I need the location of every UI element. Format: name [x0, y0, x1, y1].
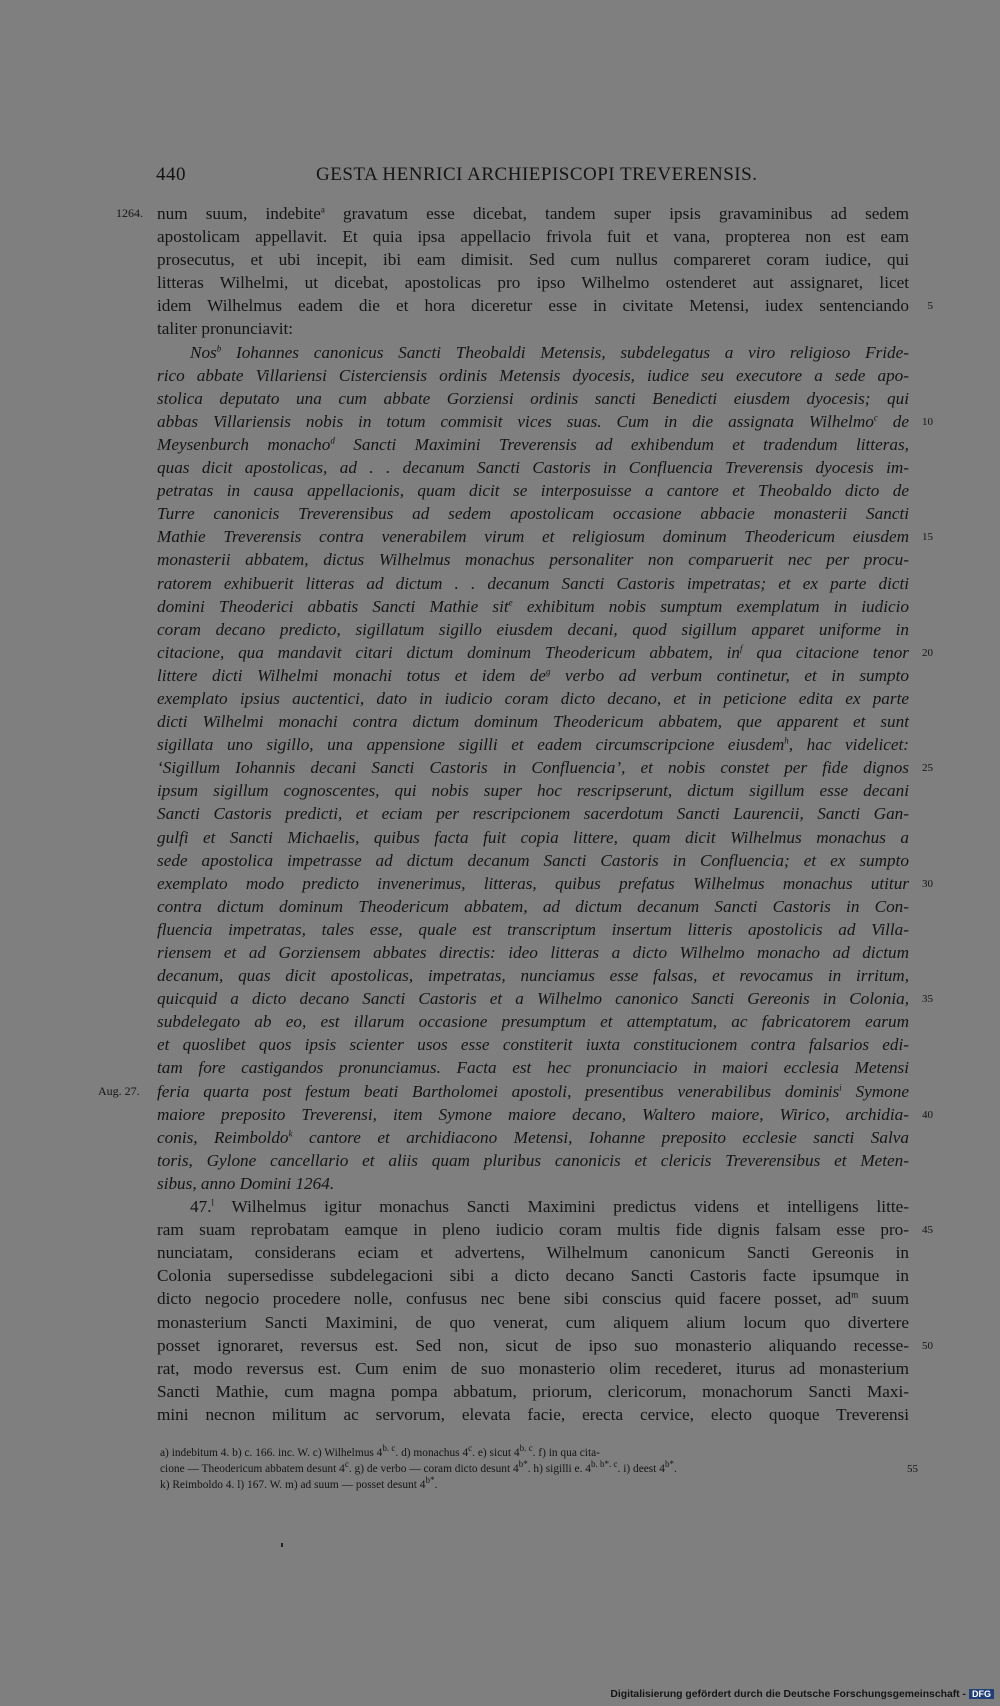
text-line — [157, 756, 933, 779]
line-number: 35 — [922, 993, 933, 1006]
line-text: stolica deputato una cum abbate Gorziensi ordinis sancti Benedicti eiusdem dyocesis; qui — [157, 388, 909, 408]
text-line — [157, 687, 909, 710]
line-number: 5 — [927, 300, 933, 313]
line-text: fluencia impetratas, tales esse, quale est transcriptum insertum litteris apostolicis ad Villa- — [157, 919, 909, 939]
line-text: ipsum sigillum cognoscentes, qui nobis super hoc rescripserunt, dictum sigillum esse decani — [157, 781, 909, 801]
line-text: Meysenburch monacho$^d$ Sancti Maximini Treverensis ad exhibendum et tradendum litteras, — [157, 434, 909, 454]
text-line — [157, 502, 909, 525]
text-line — [157, 456, 909, 479]
text-line — [157, 941, 909, 964]
text-line — [157, 1080, 909, 1103]
line-text: Mathie Treverensis contra venerabilem virum et religiosum dominum Theodericum eiusdem — [157, 527, 909, 547]
text-line — [157, 433, 909, 456]
line-text: coram decano predicto, sigillatum sigillo eiusdem decani, quod sigillum apparet uniforme in — [157, 619, 909, 639]
text-line — [157, 733, 909, 756]
line-text: sede apostolica impetrasse ad dictum decanum Sancti Castoris in Confluencia; et ex sumpto — [157, 850, 909, 870]
footnote-line: cione — Theodericum abbatem desunt 4$^c$. g) de verbo — coram dicto desunt $4^{b*}$. h) sigilli e. $4^{b. b*. c}$. i) deest $4^{b*}$. — [160, 1459, 677, 1475]
text-line — [157, 779, 909, 802]
line-number: 45 — [922, 1224, 933, 1237]
text-line — [157, 595, 909, 618]
line-text: contra dictum dominum Theodericum abbatem, ad dictum decanum Sancti Castoris in Con- — [157, 896, 909, 916]
text-line — [157, 1172, 909, 1195]
digitization-credit — [610, 1689, 994, 1700]
line-text: Nos$^b$ Iohannes canonicus Sancti Theobaldi Metensis, subdelegatus a viro religioso Fride- — [190, 342, 909, 362]
line-text: exemplato modo predicto invenerimus, litteras, quibus prefatus Wilhelmus monachus utitur — [157, 873, 909, 893]
text-line — [157, 317, 909, 340]
dfg-logo: DFG — [969, 1689, 994, 1699]
text-line — [157, 1241, 909, 1264]
line-text: tam fore castigandos pronunciamus. Facta est hec pronunciacio in maiori ecclesia Metensi — [157, 1058, 909, 1078]
line-text: decanum, quas dicit apostolicas, impetratas, nunciamus esse falsas, et revocamus in irritum, — [157, 966, 909, 986]
line-text: dicto negocio procedere nolle, confusus nec bene sibi conscius quid facere posset, $ad^m$ suum — [157, 1289, 909, 1309]
line-number: 20 — [922, 646, 933, 659]
line-text: Sancti Castoris predicti, et eciam per rescripcionem sacerdotum Sancti Laurencii, Sancti Gan- — [157, 804, 909, 824]
text-line — [157, 364, 909, 387]
line-text: sibus, anno Domini 1264. — [157, 1173, 335, 1193]
text-line — [157, 872, 933, 895]
line-text: conis, Reimboldo$^k$ cantore et archidiacono Metensi, Iohanne preposito ecclesie sancti Salva — [157, 1127, 909, 1147]
footnote-line-number: 55 — [907, 1463, 918, 1475]
line-text: maiore preposito Treverensi, item Symone maiore decano, Waltero maiore, Wirico, archidia- — [157, 1104, 909, 1124]
line-number: 40 — [922, 1108, 933, 1121]
text-line — [157, 572, 909, 595]
ink-speck — [281, 1543, 283, 1547]
margin-year: 1264. — [116, 206, 143, 220]
text-line — [157, 895, 909, 918]
text-line — [157, 548, 909, 571]
text-line — [157, 918, 909, 941]
text-line — [157, 341, 909, 364]
text-line — [157, 1218, 933, 1241]
text-line — [157, 618, 909, 641]
line-number: 15 — [922, 531, 933, 544]
text-line — [157, 525, 933, 548]
line-text: nunciatam, considerans eciam et advertens, Wilhelmum canonicum Sancti Gereonis in — [157, 1243, 909, 1263]
line-text: gulfi et Sancti Michaelis, quibus facta fuit copia littere, quam dicit Wilhelmus monachus a — [157, 827, 909, 847]
line-text: abbas Villariensis nobis in totum commisit vices suas. Cum in die assignata Wilhelmo$^c$ de — [157, 411, 909, 431]
text-line — [157, 1287, 909, 1310]
line-text: quicquid a dicto decano Sancti Castoris et a Wilhelmo canonico Sancti Gereonis in Colonia, — [157, 989, 909, 1009]
line-text: subdelegato ab eo, est illarum occasione presumptum et attemptatum, ac fabricatorem earum — [157, 1012, 909, 1032]
text-line — [157, 479, 909, 502]
text-line — [157, 271, 909, 294]
text-line — [157, 248, 909, 271]
line-text: mini necnon militum ac servorum, elevata facie, erecta cervice, electo quoque Treverensi — [157, 1404, 909, 1424]
text-line — [157, 964, 909, 987]
text-line — [157, 410, 933, 433]
text-line — [157, 1195, 909, 1218]
line-text: idem Wilhelmus eadem die et hora diceretur esse in civitate Metensi, iudex sentenciando — [157, 296, 909, 316]
line-text: petratas in causa appellacionis, quam dicit se interposuisse a cantore et Theobaldo dicto de — [157, 481, 909, 501]
line-text: monasterium Sancti Maximini, de quo venerat, cum aliquem alium locum quo divertere — [157, 1312, 909, 1332]
text-line — [157, 826, 909, 849]
main-text — [157, 202, 933, 1426]
line-text: Sancti Mathie, cum magna pompa abbatum, priorum, clericorum, monachorum Sancti Maxi- — [157, 1381, 909, 1401]
text-line — [157, 710, 909, 733]
line-text: rat, modo reversus est. Cum enim de suo monasterio olim recederet, iturus ad monasterium — [157, 1358, 909, 1378]
line-number: 30 — [922, 877, 933, 890]
line-text: rico abbate Villariensi Cisterciensis ordinis Metensis dyocesis, iudice seu executore a sede apo- — [157, 365, 909, 385]
text-line — [157, 387, 909, 410]
line-text: posset ignoraret, reversus est. Sed non, sicut de ipso suo monasterio aliquando recesse- — [157, 1335, 909, 1355]
text-line — [157, 1311, 909, 1334]
text-line — [157, 1403, 909, 1426]
margin-date: Aug. 27. — [98, 1084, 140, 1098]
line-text: Turre canonicis Treverensibus ad sedem apostolicam occasione abbacie monasterii Sancti — [157, 504, 909, 524]
text-line — [157, 1033, 909, 1056]
line-text: et quoslibet quos ipsis scienter usos esse constiterit iuxta constitucionem contra falsarios edi- — [157, 1035, 909, 1055]
line-text: ratorem exhibuerit litteras ad dictum . . decanum Sancti Castoris impetratas; et ex parte dicti — [157, 573, 909, 593]
text-line — [157, 1264, 909, 1287]
text-line — [157, 1357, 909, 1380]
text-line — [157, 802, 909, 825]
line-text: ram suam reprobatam eamque in pleno iudicio coram multis fide dignis falsam esse pro- — [157, 1220, 909, 1240]
line-text: domini Theoderici abbatis Sancti Mathie sit$^e$ exhibitum nobis sumptum exemplatum in iudicio — [157, 596, 909, 616]
text-line — [157, 1380, 909, 1403]
line-number: 50 — [922, 1339, 933, 1352]
text-line — [157, 225, 909, 248]
line-text: sigillata uno sigillo, una appensione sigilli et eadem circumscripcione eiusdem$^h$, hac videlicet: — [157, 735, 909, 755]
text-line — [157, 202, 909, 225]
running-title: GESTA HENRICI ARCHIEPISCOPI TREVERENSIS. — [316, 164, 758, 185]
line-text: littere dicti Wilhelmi monachi totus et idem $de^g$ verbo ad verbum continetur, et in sumpto — [157, 665, 909, 685]
text-line — [157, 1149, 909, 1172]
text-line — [157, 1103, 933, 1126]
text-line — [157, 1056, 909, 1079]
text-line — [157, 641, 933, 664]
text-line — [157, 294, 933, 317]
line-text: toris, Gylone cancellario et aliis quam pluribus canonicis et clericis Treverensibus et Meten- — [157, 1150, 909, 1170]
line-text: quas dicit apostolicas, ad . . decanum Sancti Castoris in Confluencia Treverensis dyocesis im- — [157, 458, 909, 478]
line-text: Colonia supersedisse subdelegacioni sibi a dicto decano Sancti Castoris facte ipsumque in — [157, 1266, 909, 1286]
page-number: 440 — [156, 164, 186, 185]
footnote-line: k) Reimboldo 4. l) 167. W. m) ad suum — posset desunt $4^{b*}$. — [160, 1475, 438, 1491]
footnotes — [160, 1445, 920, 1493]
line-text: prosecutus, et ubi incepit, ibi eam dimisit. Sed cum nullus compareret coram iudice, qui — [157, 250, 909, 270]
line-number: 25 — [922, 762, 933, 775]
line-text: exemplato ipsius auctentici, dato in iudicio coram dicto decano, et in peticione edita ex parte — [157, 688, 909, 708]
line-text: citacione, qua mandavit citari dictum dominum Theodericum abbatem, $in^f$ qua citacione tenor — [157, 642, 909, 662]
credit-text: Digitalisierung gefördert durch die Deutsche Forschungsgemeinschaft - — [610, 1689, 966, 1700]
line-text: litteras Wilhelmi, ut dicebat, apostolicas pro ipso Wilhelmo ostenderet aut assignaret, licet — [157, 273, 909, 293]
line-text: num suum, indebite$^a$ gravatum esse dicebat, tandem super ipsis gravaminibus ad sedem — [157, 204, 909, 223]
line-text: apostolicam appellavit. Et quia ipsa appellacio frivola fuit et vana, propterea non est eam — [157, 227, 909, 247]
line-text: taliter pronunciavit: — [157, 319, 294, 339]
line-text: ‘Sigillum Iohannis decani Sancti Castoris in Confluencia’, et nobis constet per fide dignos — [157, 758, 909, 778]
text-line — [157, 1126, 909, 1149]
text-line — [157, 1010, 909, 1033]
line-number: 10 — [922, 415, 933, 428]
text-line — [157, 1334, 933, 1357]
text-line — [157, 849, 909, 872]
footnote-line: a) indebitum 4. b) c. 166. inc. W. c) Wilhelmus $4^{b. c}$. d) monachus 4$^c$. e) sicut $4^{b. c}$. f) in qua cita- — [160, 1443, 600, 1459]
line-text: dicti Wilhelmi monachi contra dictum dominum Theodericum abbatem, que apparent et sunt — [157, 712, 909, 732]
line-text: feria quarta post festum beati Bartholomei apostoli, presentibus venerabilibus dominis$^i$ Symone — [157, 1081, 909, 1101]
line-text: riensem et ad Gorziensem abbates directis: ideo litteras a dicto Wilhelmo monacho ad dictum — [157, 943, 909, 962]
text-line — [157, 987, 933, 1010]
line-text: monasterii abbatem, dictus Wilhelmus monachus personaliter non comparuerit nec per procu- — [157, 550, 909, 570]
line-text: 47.$^l$ Wilhelmus igitur monachus Sancti Maximini predictus videns et intelligens litte- — [190, 1197, 909, 1217]
text-line — [157, 664, 909, 687]
